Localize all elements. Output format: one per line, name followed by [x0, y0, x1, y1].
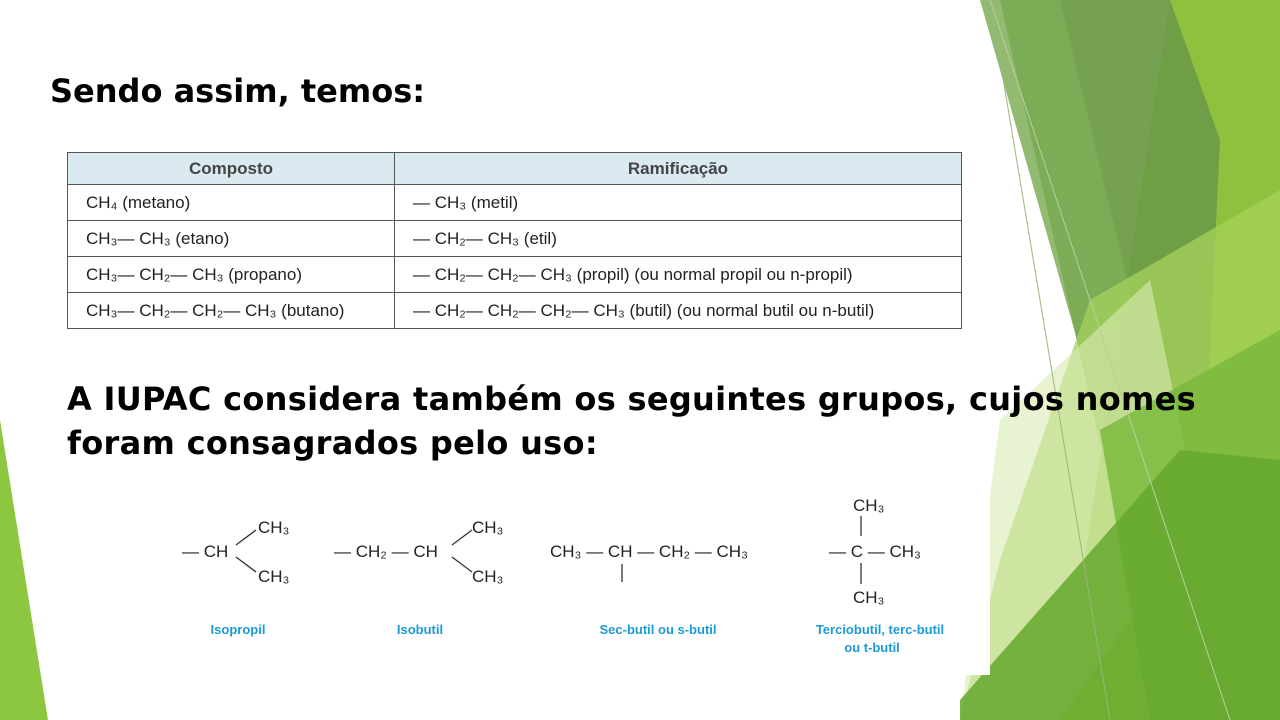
isobutil-bottom: CH₃	[472, 567, 504, 586]
table-row	[68, 257, 962, 293]
column-header: Composto	[68, 153, 395, 185]
isobutil-top: CH₃	[472, 518, 504, 537]
table-row	[68, 221, 962, 257]
tercbutil-label-line1: Terciobutil, terc-butil	[815, 622, 945, 637]
table-header-row	[68, 153, 962, 185]
table-row	[68, 293, 962, 329]
isobutil-label: Isobutil	[396, 622, 444, 637]
tercbutil-label-line2: ou t-butil	[844, 640, 900, 655]
isopropil-label: Isopropil	[210, 622, 266, 637]
isobutil-structure	[334, 518, 503, 586]
isopropil-bottom: CH₃	[258, 567, 290, 586]
slide-subheading: A IUPAC considera também os seguintes grupos, cujos nomes foram consagrados pelo uso:	[67, 380, 1197, 462]
isopropil-main: — CH	[182, 542, 229, 561]
tercbutil-bottom: CH₃	[853, 588, 885, 607]
table-cell: CH₄ (metano)	[68, 185, 395, 221]
table-cell: — CH₂— CH₂— CH₂— CH₃ (butil) (ou normal butil ou n-butil)	[395, 293, 962, 329]
table-cell: — CH₃ (metil)	[395, 185, 962, 221]
slide-heading: Sendo assim, temos:	[50, 72, 426, 110]
alkyl-groups-figure	[160, 485, 990, 675]
table-cell: — CH₂— CH₂— CH₃ (propil) (ou normal propil ou n-propil)	[395, 257, 962, 293]
column-header: Ramificação	[395, 153, 962, 185]
table-cell: — CH₂— CH₃ (etil)	[395, 221, 962, 257]
secbutil-structure	[550, 542, 748, 582]
table-row	[68, 185, 962, 221]
composto-ramificacao-table	[67, 152, 962, 329]
table-cell: CH₃— CH₂— CH₃ (propano)	[68, 257, 395, 293]
isopropil-structure	[182, 518, 289, 586]
tercbutil-top: CH₃	[853, 496, 885, 515]
tercbutil-main: — C — CH₃	[829, 542, 921, 561]
table-cell: CH₃— CH₃ (etano)	[68, 221, 395, 257]
table-cell: CH₃— CH₂— CH₂— CH₃ (butano)	[68, 293, 395, 329]
secbutil-main: CH₃ — CH — CH₂ — CH₃	[550, 542, 748, 561]
isobutil-main: — CH₂ — CH	[334, 542, 438, 561]
tercbutil-structure	[829, 496, 921, 607]
isopropil-top: CH₃	[258, 518, 290, 537]
secbutil-label: Sec-butil ou s-butil	[599, 622, 717, 637]
